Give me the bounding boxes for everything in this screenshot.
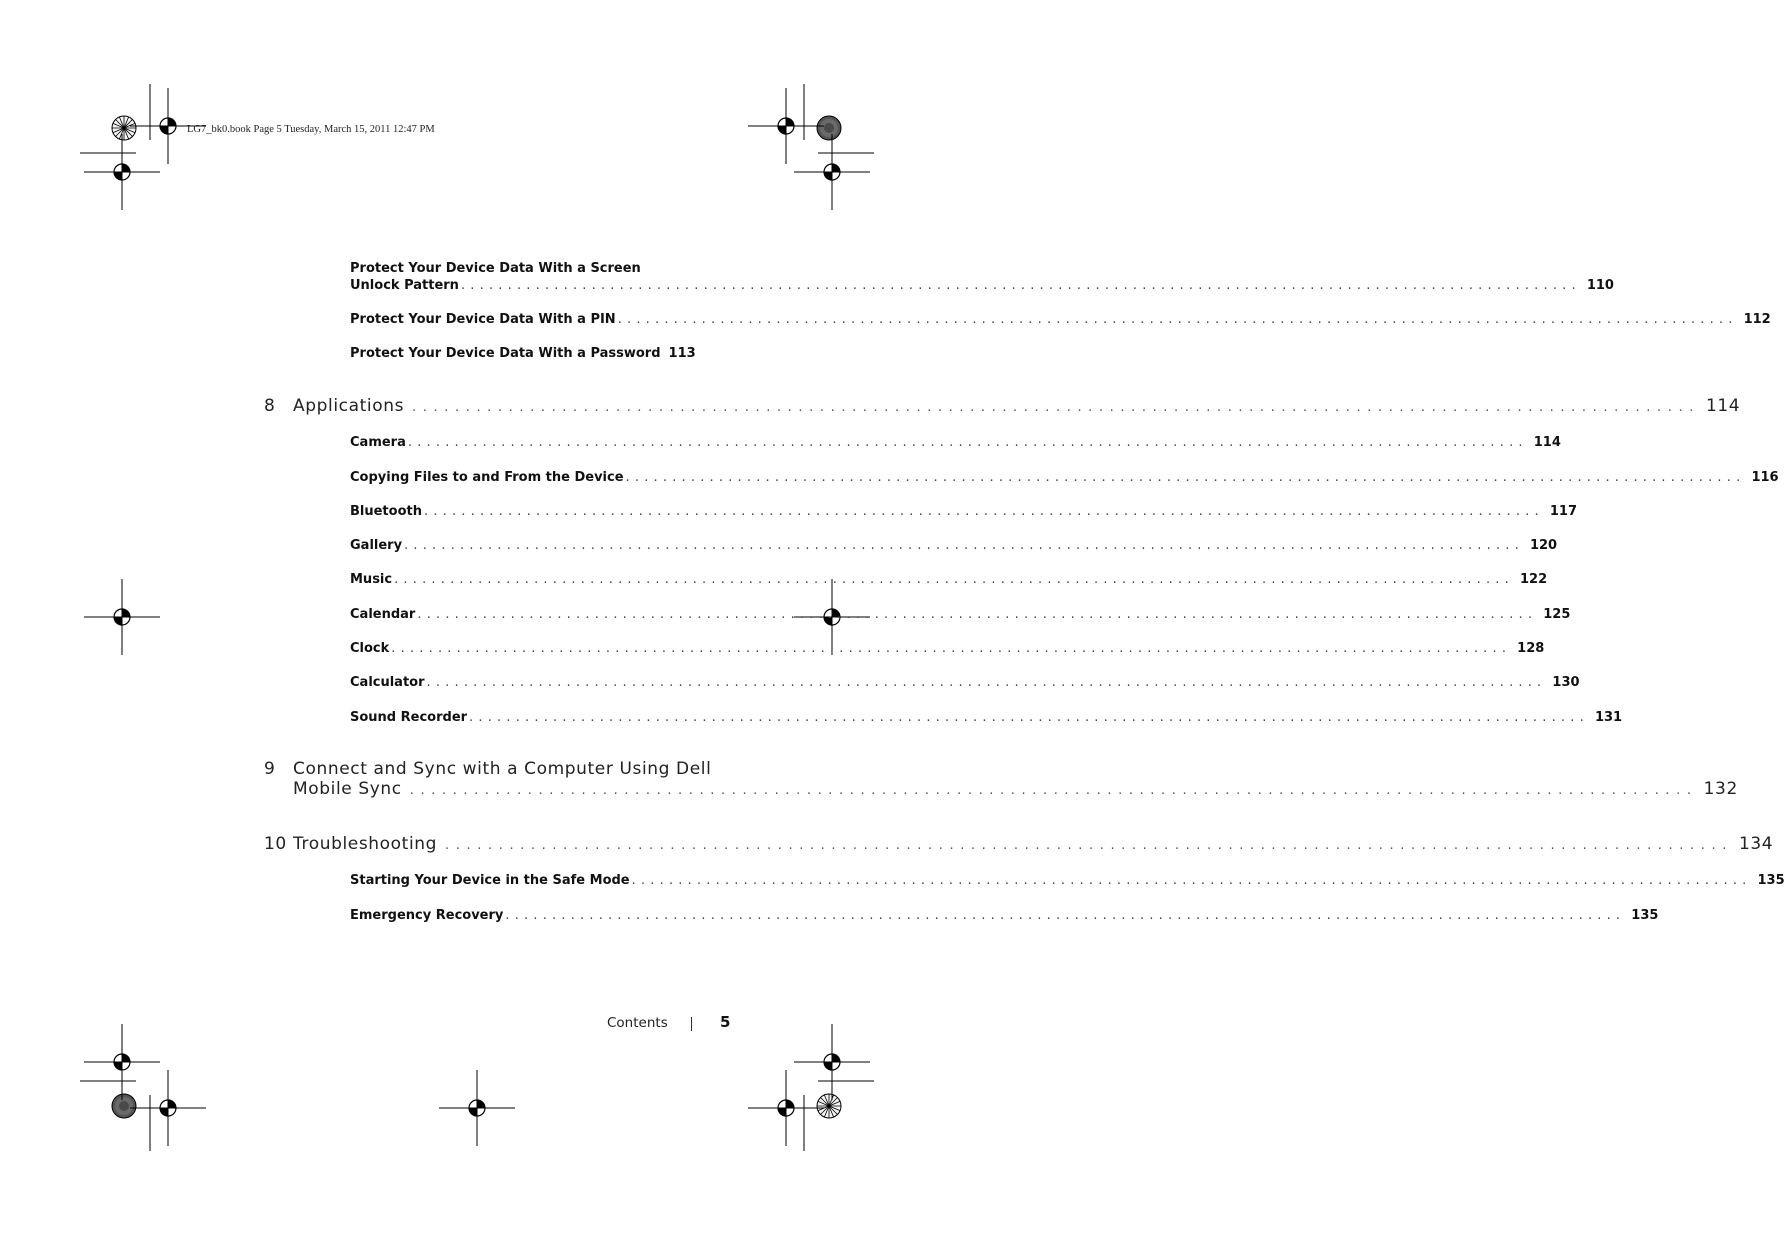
- toc-entry-page: 114: [1533, 435, 1561, 450]
- print-slug: LG7_bk0.book Page 5 Tuesday, March 15, 2011 12:47 PM: [187, 124, 435, 135]
- toc-entry-page: 113: [668, 346, 696, 361]
- toc-entry-title: Protect Your Device Data With a PIN: [350, 312, 616, 327]
- dot-leader: ........................................................................................................................: [417, 607, 1538, 622]
- toc-entry-page: 117: [1549, 504, 1578, 519]
- toc-entry-page: 135: [1631, 908, 1659, 923]
- dot-leader: ........................................................................................................................: [412, 400, 1700, 415]
- toc-entry-page: 130: [1552, 675, 1580, 690]
- toc-entry-title: Calculator: [350, 675, 425, 690]
- toc-entry-page: 112: [1743, 312, 1771, 327]
- toc-entry-page: 125: [1543, 607, 1571, 622]
- toc-entry-title: Copying Files to and From the Device: [350, 470, 624, 485]
- dot-leader: ........................................................................................................................: [391, 641, 1512, 656]
- toc-entry[interactable]: [350, 709, 1623, 726]
- dot-leader: ........................................................................................................................: [445, 838, 1733, 853]
- toc-entry[interactable]: [350, 311, 1771, 328]
- toc-entry-title: Music: [350, 572, 393, 587]
- chapter-number: 10: [264, 834, 287, 854]
- toc-entry-title: Starting Your Device in the Safe Mode: [350, 873, 630, 888]
- toc-entry-title: Sound Recorder: [350, 710, 468, 725]
- toc-entry-title: Camera: [350, 435, 406, 450]
- dot-leader: ........................................................................................................................: [404, 538, 1524, 553]
- toc-entry-page: 122: [1519, 572, 1548, 587]
- toc-entry-title: Gallery: [350, 538, 403, 553]
- dot-leader: ........................................................................................................................: [469, 710, 1589, 725]
- dot-leader: ........................................................................................................................: [394, 572, 1514, 587]
- dot-leader: ........................................................................................................................: [631, 873, 1752, 888]
- dot-leader: ........................................................................................................................: [505, 908, 1626, 923]
- chapter-number: 8: [264, 396, 276, 416]
- toc-entry[interactable]: [350, 469, 1779, 486]
- page-number: 5: [720, 1013, 731, 1031]
- chapter-page: 132: [1703, 779, 1738, 799]
- chapter-number: 9: [264, 759, 276, 779]
- toc-entry-page: 128: [1517, 641, 1545, 656]
- toc-entry[interactable]: [350, 606, 1571, 623]
- toc-entry[interactable]: [350, 571, 1548, 588]
- running-footer-label: Contents: [607, 1015, 668, 1031]
- toc-entry[interactable]: [350, 537, 1558, 554]
- toc-entry[interactable]: [350, 434, 1561, 451]
- toc-entry[interactable]: [350, 872, 1785, 889]
- dot-leader: ........................................................................................................................: [409, 783, 1698, 798]
- dot-leader: ........................................................................................................................: [617, 312, 1738, 327]
- toc-entry-page: 116: [1751, 470, 1779, 485]
- toc-entry-page: 135: [1757, 873, 1785, 888]
- dot-leader: ........................................................................................................................: [625, 470, 1746, 485]
- toc-entry-page: 131: [1594, 710, 1623, 725]
- chapter-title: Mobile Sync: [293, 779, 402, 799]
- toc-entry[interactable]: [350, 260, 1614, 294]
- chapter-title: Applications: [293, 396, 405, 416]
- toc-entry[interactable]: [350, 345, 696, 362]
- toc-entry[interactable]: [350, 674, 1580, 691]
- toc-entry-title: Emergency Recovery: [350, 908, 504, 923]
- toc-entry-title: Unlock Pattern: [350, 278, 459, 293]
- toc-entry-title: Bluetooth: [350, 504, 422, 519]
- toc-entry[interactable]: [350, 907, 1659, 924]
- chapter-page: 134: [1738, 834, 1774, 854]
- toc-entry-page: 120: [1529, 538, 1558, 553]
- toc-entry-title-line1: Protect Your Device Data With a Screen: [350, 261, 641, 276]
- toc-entry-title: Calendar: [350, 607, 416, 622]
- footer-divider: [691, 1017, 692, 1031]
- toc-entry[interactable]: [350, 640, 1545, 657]
- dot-leader: ........................................................................................................................: [426, 675, 1547, 690]
- chapter-title-line1: Connect and Sync with a Computer Using Dell: [293, 759, 712, 779]
- toc-entry-title: Clock: [350, 641, 390, 656]
- toc-entry-title: Protect Your Device Data With a Password: [350, 346, 661, 361]
- toc-entry-page: 110: [1586, 278, 1614, 293]
- dot-leader: ........................................................................................................................: [460, 278, 1581, 293]
- dot-leader: ........................................................................................................................: [423, 504, 1544, 519]
- dot-leader: ........................................................................................................................: [407, 435, 1528, 450]
- chapter-page: 114: [1705, 396, 1741, 416]
- toc-entry[interactable]: [350, 503, 1578, 520]
- chapter-title: Troubleshooting: [293, 834, 438, 854]
